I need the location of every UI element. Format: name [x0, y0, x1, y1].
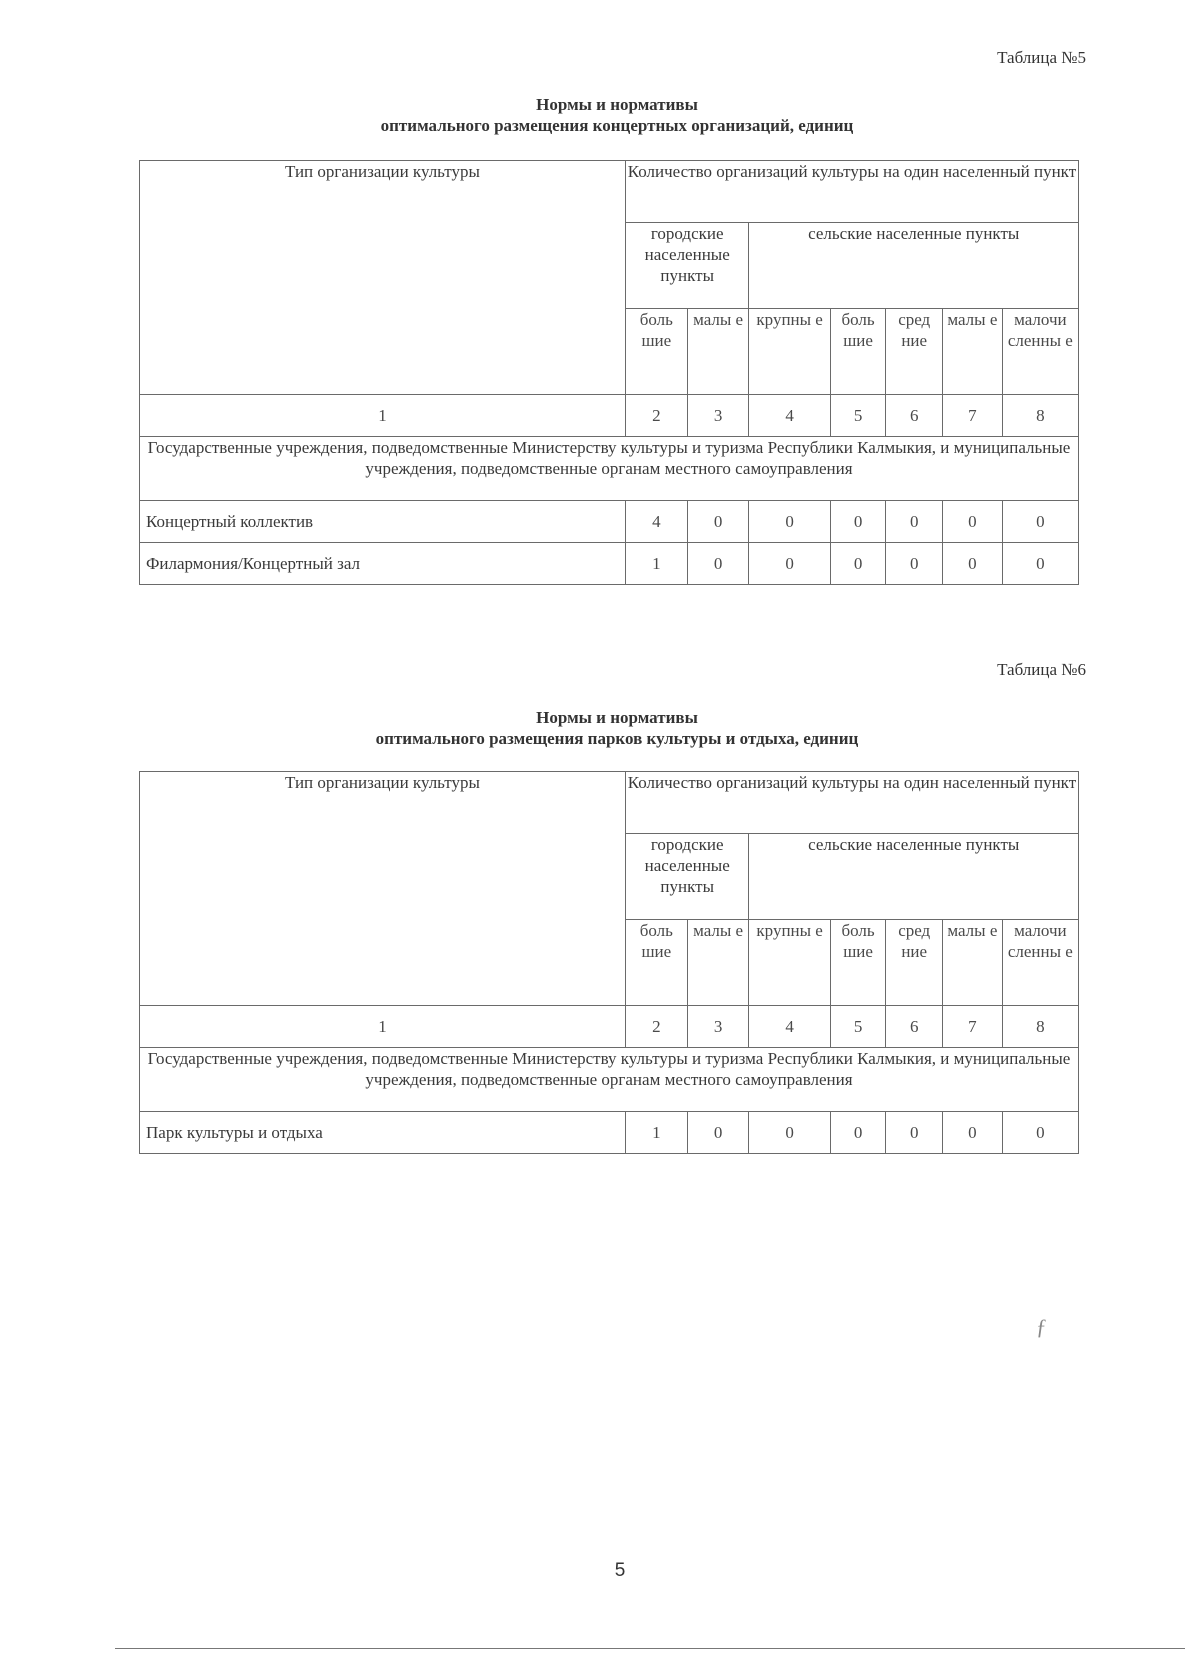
header-sub-cell: малочи сленны е	[1002, 920, 1078, 1006]
index-cell: 4	[749, 395, 830, 437]
value-cell: 0	[830, 501, 886, 543]
index-cell: 8	[1002, 395, 1078, 437]
page-number: 5	[614, 1560, 626, 1581]
row-name-cell: Парк культуры и отдыха	[140, 1112, 626, 1154]
value-cell: 0	[1002, 1112, 1078, 1154]
index-cell: 1	[140, 395, 626, 437]
header-sub-cell: малочи сленны е	[1002, 309, 1078, 395]
index-cell: 8	[1002, 1006, 1078, 1048]
header-sub-cell: сред ние	[886, 920, 943, 1006]
header-urban-cell: городские населенные пункты	[625, 834, 749, 920]
value-cell: 0	[943, 543, 1003, 585]
norms-table	[139, 771, 1079, 1154]
header-sub-cell: крупны е	[749, 920, 830, 1006]
header-urban-cell: городские населенные пункты	[625, 223, 749, 309]
caption-line-2: оптимального размещения парков культуры и отдыха, единиц	[375, 729, 859, 748]
table-number: Таблица №6	[997, 660, 1086, 679]
table-caption	[0, 707, 1200, 749]
footer-rule	[115, 1648, 1185, 1649]
table-row	[140, 501, 1079, 543]
header-rural-cell: сельские населенные пункты	[749, 223, 1079, 309]
norms-table	[139, 160, 1079, 585]
index-cell: 1	[140, 1006, 626, 1048]
caption-line-2: оптимального размещения концертных организаций, единиц	[380, 116, 854, 135]
value-cell: 0	[749, 1112, 830, 1154]
table-row	[140, 543, 1079, 585]
header-sub-cell: боль шие	[830, 920, 886, 1006]
value-cell: 0	[687, 1112, 749, 1154]
table-number: Таблица №5	[997, 48, 1086, 67]
index-cell: 7	[943, 1006, 1003, 1048]
value-cell: 0	[886, 501, 943, 543]
index-cell: 3	[687, 395, 749, 437]
header-sub-cell: боль шие	[830, 309, 886, 395]
index-cell: 5	[830, 1006, 886, 1048]
table-caption	[0, 94, 1200, 136]
header-type-cell: Тип организации культуры	[140, 161, 626, 395]
value-cell: 0	[1002, 543, 1078, 585]
value-cell: 0	[1002, 501, 1078, 543]
column-index-row	[140, 1006, 1079, 1048]
header-count-cell: Количество организаций культуры на один населенный пункт	[625, 772, 1078, 834]
header-sub-cell: боль шие	[625, 309, 687, 395]
index-cell: 3	[687, 1006, 749, 1048]
row-name-cell: Концертный коллектив	[140, 501, 626, 543]
value-cell: 0	[886, 1112, 943, 1154]
header-rural-cell: сельские населенные пункты	[749, 834, 1079, 920]
value-cell: 0	[687, 501, 749, 543]
value-cell: 1	[625, 543, 687, 585]
index-cell: 4	[749, 1006, 830, 1048]
index-cell: 6	[886, 1006, 943, 1048]
value-cell: 0	[943, 501, 1003, 543]
section-row	[140, 437, 1079, 501]
column-index-row	[140, 395, 1079, 437]
value-cell: 0	[749, 501, 830, 543]
row-name-cell: Филармония/Концертный зал	[140, 543, 626, 585]
section-cell: Государственные учреждения, подведомственные Министерству культуры и туризма Республики Калмыкия, и муниципальные учреждения, подведомственные органам местного самоуправления	[140, 437, 1079, 501]
header-sub-cell: боль шие	[625, 920, 687, 1006]
value-cell: 0	[749, 543, 830, 585]
caption-line-1: Нормы и нормативы	[536, 95, 698, 114]
header-type-cell: Тип организации культуры	[140, 772, 626, 1006]
caption-line-1: Нормы и нормативы	[536, 708, 698, 727]
table-row	[140, 1112, 1079, 1154]
value-cell: 0	[943, 1112, 1003, 1154]
header-sub-cell: крупны е	[749, 309, 830, 395]
value-cell: 0	[830, 1112, 886, 1154]
header-sub-cell: малы е	[943, 920, 1003, 1006]
header-sub-cell: малы е	[943, 309, 1003, 395]
section-row	[140, 1048, 1079, 1112]
index-cell: 2	[625, 395, 687, 437]
header-sub-cell: сред ние	[886, 309, 943, 395]
header-sub-cell: малы е	[687, 309, 749, 395]
header-count-cell: Количество организаций культуры на один населенный пункт	[625, 161, 1078, 223]
value-cell: 0	[830, 543, 886, 585]
value-cell: 4	[625, 501, 687, 543]
index-cell: 6	[886, 395, 943, 437]
index-cell: 2	[625, 1006, 687, 1048]
header-row	[140, 772, 1079, 834]
index-cell: 5	[830, 395, 886, 437]
value-cell: 0	[886, 543, 943, 585]
header-row	[140, 161, 1079, 223]
section-cell: Государственные учреждения, подведомственные Министерству культуры и туризма Республики Калмыкия, и муниципальные учреждения, подведомственные органам местного самоуправления	[140, 1048, 1079, 1112]
header-sub-cell: малы е	[687, 920, 749, 1006]
scan-mark: ƒ	[1036, 1314, 1047, 1339]
value-cell: 1	[625, 1112, 687, 1154]
index-cell: 7	[943, 395, 1003, 437]
value-cell: 0	[687, 543, 749, 585]
